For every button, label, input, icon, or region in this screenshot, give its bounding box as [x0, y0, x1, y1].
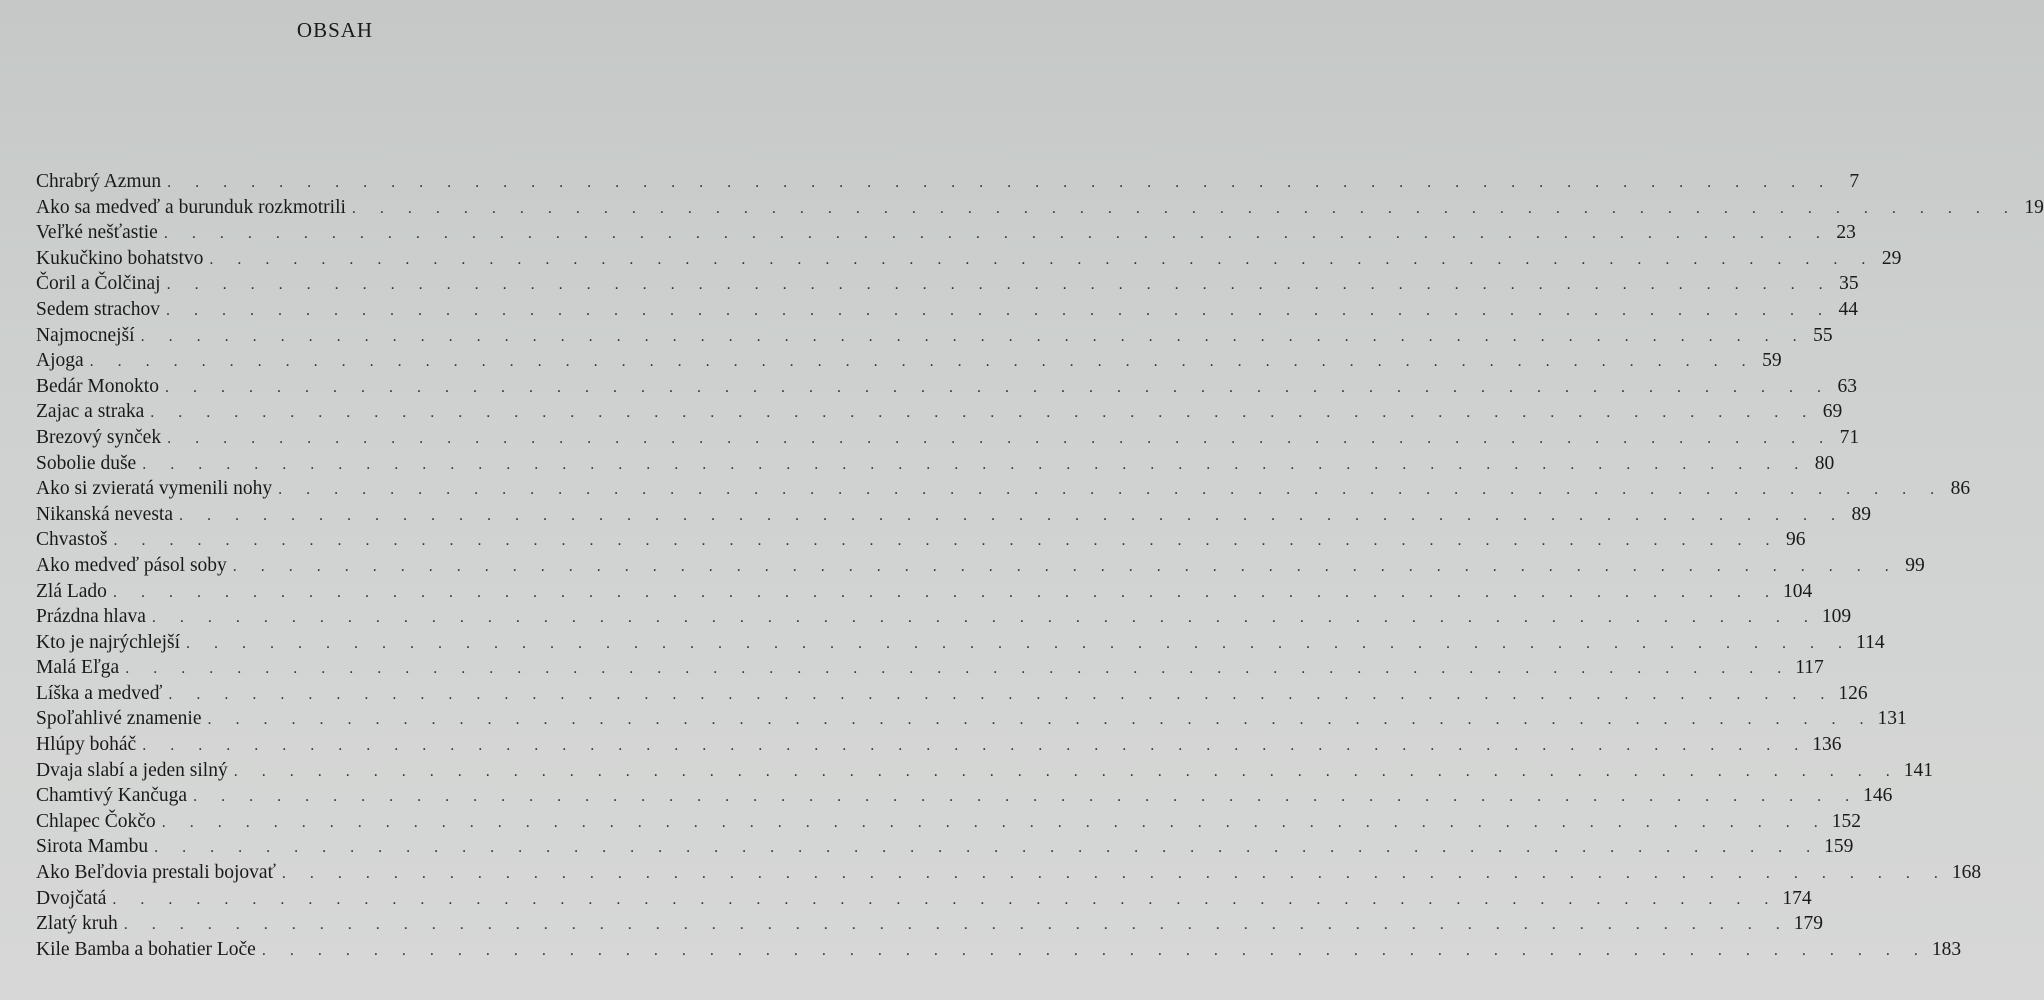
dot-leader: . . . . . . . . . . . . . . . . . . . . . . . . . . . . . . . . . . . . . . . . . . . . . . . . . . . . . . . . . . . .	[209, 250, 1876, 268]
toc-entry-page-number: 29	[1881, 247, 1902, 269]
toc-entry-page-number: 89	[1851, 503, 1871, 525]
dot-leader: . . . . . . . . . . . . . . . . . . . . . . . . . . . . . . . . . . . . . . . . . . . . . . . . . . . . . . . . . . . .	[89, 353, 1756, 371]
dot-leader: . . . . . . . . . . . . . . . . . . . . . . . . . . . . . . . . . . . . . . . . . . . . . . . . . . . . . . . . . . . .	[278, 481, 1945, 499]
toc-entry-title: Nikanská nevesta	[36, 503, 173, 525]
toc-entry-title: Ako Beľdovia prestali bojovať	[36, 862, 276, 884]
dot-leader: . . . . . . . . . . . . . . . . . . . . . . . . . . . . . . . . . . . . . . . . . . . . . . . . . . . . . . . . . . . .	[140, 327, 1807, 345]
toc-entry-title: Ajoga	[36, 350, 84, 372]
dot-leader: . . . . . . . . . . . . . . . . . . . . . . . . . . . . . . . . . . . . . . . . . . . . . . . . . . . . . . . . . . . .	[207, 711, 1874, 729]
toc-entry-page-number: 35	[1839, 273, 1859, 295]
toc-entry	[36, 937, 1962, 963]
toc-entry-title: Zlatý kruh	[36, 913, 118, 935]
toc-entry-title: Sirota Mambu	[36, 836, 149, 858]
toc-entry	[36, 706, 1907, 732]
dot-leader: . . . . . . . . . . . . . . . . . . . . . . . . . . . . . . . . . . . . . . . . . . . . . . . . . . . . . . . . . . . .	[112, 890, 1779, 908]
toc-entry-page-number: 99	[1905, 554, 1925, 576]
toc-entry-title: Bedár Monokto	[36, 375, 159, 397]
toc-entry	[36, 809, 1861, 835]
dot-leader: . . . . . . . . . . . . . . . . . . . . . . . . . . . . . . . . . . . . . . . . . . . . . . . . . . . . . . . . . . . .	[142, 455, 1809, 473]
toc-entry-page-number: 96	[1786, 529, 1806, 551]
toc-entry	[36, 323, 1833, 349]
toc-entry-title: Chlapec Čokčo	[36, 810, 156, 832]
dot-leader: . . . . . . . . . . . . . . . . . . . . . . . . . . . . . . . . . . . . . . . . . . . . . . . . . . . . . . . . . . . .	[261, 941, 1928, 959]
toc-entry-title: Brezový synček	[36, 426, 162, 448]
toc-entry-title: Kile Bamba a bohatier Loče	[36, 938, 256, 960]
toc-entry	[36, 246, 1902, 272]
dot-leader: . . . . . . . . . . . . . . . . . . . . . . . . . . . . . . . . . . . . . . . . . . . . . . . . . . . . . . . . . . . .	[163, 225, 1830, 243]
toc-entry	[36, 195, 2044, 221]
toc-entry	[36, 732, 1842, 758]
toc-entry-page-number: 69	[1822, 401, 1843, 423]
toc-entry-title: Ako si zvieratá vymenili nohy	[36, 478, 273, 500]
dot-leader: . . . . . . . . . . . . . . . . . . . . . . . . . . . . . . . . . . . . . . . . . . . . . . . . . . . . . . . . . . . .	[151, 609, 1818, 627]
dot-leader: . . . . . . . . . . . . . . . . . . . . . . . . . . . . . . . . . . . . . . . . . . . . . . . . . . . . . . . . . . . .	[233, 762, 1900, 780]
toc-entry-page-number: 44	[1838, 298, 1859, 320]
dot-leader: . . . . . . . . . . . . . . . . . . . . . . . . . . . . . . . . . . . . . . . . . . . . . . . . . . . . . . . . . . . .	[123, 916, 1790, 934]
dot-leader: . . . . . . . . . . . . . . . . . . . . . . . . . . . . . . . . . . . . . . . . . . . . . . . . . . . . . . . . . . . .	[125, 660, 1792, 678]
dot-leader: . . . . . . . . . . . . . . . . . . . . . . . . . . . . . . . . . . . . . . . . . . . . . . . . . . . . . . . . . . . .	[112, 583, 1779, 601]
toc-entry-page-number: 159	[1824, 836, 1854, 858]
dot-leader: . . . . . . . . . . . . . . . . . . . . . . . . . . . . . . . . . . . . . . . . . . . . . . . . . . . . . . . . . . . .	[351, 199, 2018, 217]
dot-leader: . . . . . . . . . . . . . . . . . . . . . . . . . . . . . . . . . . . . . . . . . . . . . . . . . . . . . . . . . . . .	[154, 839, 1821, 857]
toc-entry	[36, 425, 1860, 451]
toc-entry-title: Hlúpy boháč	[36, 734, 137, 756]
toc-entry	[36, 604, 1852, 630]
toc-entry-page-number: 104	[1782, 580, 1813, 602]
toc-entry-page-number: 183	[1931, 938, 1962, 960]
toc-entry-title: Chvastoš	[36, 529, 108, 551]
toc-entry-title: Líška a medveď	[36, 682, 163, 704]
toc-entry-page-number: 86	[1950, 478, 1971, 500]
toc-entry-title: Spoľahlivé znamenie	[36, 708, 202, 730]
dot-leader: . . . . . . . . . . . . . . . . . . . . . . . . . . . . . . . . . . . . . . . . . . . . . . . . . . . . . . . . . . . .	[167, 174, 1834, 191]
toc-entry-title: Sedem strachov	[36, 298, 161, 320]
toc-entry-page-number: 168	[1951, 862, 1982, 884]
toc-entry	[36, 860, 1982, 886]
toc-entry	[36, 374, 1857, 400]
dot-leader: . . . . . . . . . . . . . . . . . . . . . . . . . . . . . . . . . . . . . . . . . . . . . . . . . . . . . . . . . . . .	[166, 276, 1833, 294]
dot-leader: . . . . . . . . . . . . . . . . . . . . . . . . . . . . . . . . . . . . . . . . . . . . . . . . . . . . . . . . . . . .	[186, 634, 1853, 652]
toc-entry-page-number: 141	[1903, 759, 1933, 781]
toc-entry-title: Dvaja slabí a jeden silný	[36, 759, 228, 781]
toc-entry	[36, 758, 1933, 784]
toc-entry-page-number: 146	[1863, 785, 1893, 807]
dot-leader: . . . . . . . . . . . . . . . . . . . . . . . . . . . . . . . . . . . . . . . . . . . . . . . . . . . . . . . . . . . .	[193, 788, 1860, 806]
toc-entry	[36, 553, 1925, 579]
toc-entry-page-number: 63	[1837, 375, 1857, 397]
dot-leader: . . . . . . . . . . . . . . . . . . . . . . . . . . . . . . . . . . . . . . . . . . . . . . . . . . . . . . . . . . . .	[142, 737, 1809, 755]
toc-entry-title: Chrabrý Azmun	[36, 171, 162, 192]
toc-entry-page-number: 109	[1821, 606, 1852, 628]
toc-entry	[36, 476, 1971, 502]
dot-leader: . . . . . . . . . . . . . . . . . . . . . . . . . . . . . . . . . . . . . . . . . . . . . . . . . . . . . . . . . . . .	[164, 378, 1831, 396]
dot-leader: . . . . . . . . . . . . . . . . . . . . . . . . . . . . . . . . . . . . . . . . . . . . . . . . . . . . . . . . . . . .	[150, 404, 1817, 422]
toc-entry-title: Veľké nešťastie	[36, 222, 158, 244]
toc-entry-title: Sobolie duše	[36, 452, 137, 474]
dot-leader: . . . . . . . . . . . . . . . . . . . . . . . . . . . . . . . . . . . . . . . . . . . . . . . . . . . . . . . . . . . .	[161, 813, 1828, 831]
toc-entry	[36, 783, 1893, 809]
toc-entry	[36, 169, 1860, 195]
table-of-contents	[36, 169, 2044, 962]
toc-entry-page-number: 23	[1836, 222, 1856, 244]
page-title: OBSAH	[296, 18, 374, 42]
toc-entry	[36, 579, 1813, 605]
dot-leader: . . . . . . . . . . . . . . . . . . . . . . . . . . . . . . . . . . . . . . . . . . . . . . . . . . . . . . . . . . . .	[179, 506, 1845, 524]
dot-leader: . . . . . . . . . . . . . . . . . . . . . . . . . . . . . . . . . . . . . . . . . . . . . . . . . . . . . . . . . . . .	[167, 429, 1834, 447]
toc-entry-title: Dvojčatá	[36, 887, 107, 909]
toc-entry	[36, 220, 1856, 246]
dot-leader: . . . . . . . . . . . . . . . . . . . . . . . . . . . . . . . . . . . . . . . . . . . . . . . . . . . . . . . . . . . .	[113, 532, 1780, 550]
toc-entry-title: Malá Eľga	[36, 657, 120, 679]
toc-entry	[36, 655, 1824, 681]
toc-entry-title: Chamtivý Kančuga	[36, 785, 188, 807]
toc-entry	[36, 271, 1859, 297]
toc-entry-title: Prázdna hlava	[36, 606, 146, 628]
toc-entry-title: Kukučkino bohatstvo	[36, 247, 204, 269]
toc-entry-title: Zajac a straka	[36, 401, 145, 423]
toc-entry-title: Čoril a Čolčinaj	[36, 273, 161, 295]
toc-entry	[36, 681, 1868, 707]
toc-entry-page-number: 131	[1877, 708, 1907, 730]
toc-entry-page-number: 7	[1849, 171, 1860, 192]
toc-entry-title: Najmocnejší	[36, 324, 135, 346]
toc-entry	[36, 630, 1885, 656]
toc-entry-page-number: 114	[1856, 631, 1885, 653]
toc-entry-title: Ako medveď pásol soby	[36, 554, 227, 576]
toc-entry-page-number: 126	[1838, 682, 1868, 704]
toc-entry	[36, 502, 1871, 528]
dot-leader: . . . . . . . . . . . . . . . . . . . . . . . . . . . . . . . . . . . . . . . . . . . . . . . . . . . . . . . . . . . .	[168, 685, 1835, 703]
toc-entry-page-number: 71	[1839, 426, 1860, 448]
toc-entry-page-number: 136	[1812, 734, 1842, 756]
toc-entry	[36, 911, 1824, 937]
toc-entry	[36, 451, 1835, 477]
toc-entry-page-number: 55	[1813, 324, 1833, 346]
toc-entry-page-number: 179	[1793, 913, 1824, 935]
dot-leader: . . . . . . . . . . . . . . . . . . . . . . . . . . . . . . . . . . . . . . . . . . . . . . . . . . . . . . . . . . . .	[232, 557, 1899, 575]
toc-entry	[36, 834, 1854, 860]
dot-leader: . . . . . . . . . . . . . . . . . . . . . . . . . . . . . . . . . . . . . . . . . . . . . . . . . . . . . . . . . . . .	[166, 301, 1833, 319]
toc-entry-page-number: 59	[1762, 350, 1782, 372]
toc-entry-page-number: 152	[1831, 810, 1861, 832]
toc-entry-title: Zlá Lado	[36, 580, 107, 602]
toc-entry-page-number: 174	[1782, 887, 1812, 909]
toc-entry	[36, 348, 1782, 374]
toc-entry-page-number: 19	[2024, 196, 2044, 218]
toc-entry-title: Kto je najrýchlejší	[36, 631, 181, 653]
toc-entry	[36, 886, 1812, 912]
toc-entry-page-number: 80	[1814, 452, 1835, 474]
dot-leader: . . . . . . . . . . . . . . . . . . . . . . . . . . . . . . . . . . . . . . . . . . . . . . . . . . . . . . . . . . . .	[281, 865, 1948, 883]
toc-entry-page-number: 117	[1795, 657, 1824, 679]
toc-entry	[36, 527, 1806, 553]
toc-entry	[36, 297, 1859, 323]
toc-entry-title: Ako sa medveď a burunduk rozkmotrili	[36, 196, 346, 218]
toc-entry	[36, 399, 1843, 425]
